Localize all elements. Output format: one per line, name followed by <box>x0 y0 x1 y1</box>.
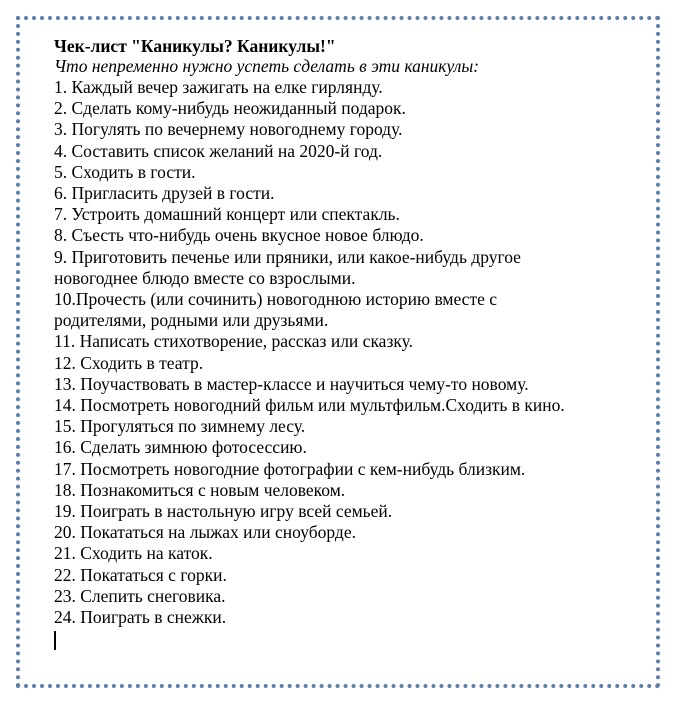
list-item: 20. Покататься на лыжах или сноуборде. <box>54 522 356 543</box>
list-item: 9. Приготовить печенье или пряники, или какое-нибудь другое новогоднее блюдо вместе со взрослыми. <box>54 246 521 288</box>
list-item: 21. Сходить на каток. <box>54 543 213 564</box>
list-item: 23. Слепить снеговика. <box>54 585 226 606</box>
list-item: 19. Поиграть в настольную игру всей семьей. <box>54 501 393 522</box>
list-item: 8. Съесть что-нибудь очень вкусное новое блюдо. <box>54 225 424 246</box>
list-item: 10.Прочесть (или сочинить) новогоднюю историю вместе с родителями, родными или друзьями. <box>54 289 498 331</box>
text-cursor[interactable] <box>54 631 56 650</box>
list-item: 13. Поучаствовать в мастер-классе и научиться чему-то новому. <box>54 373 529 394</box>
list-item: 17. Посмотреть новогодние фотографии с кем-нибудь близким. <box>54 458 526 479</box>
list-item: 7. Устроить домашний концерт или спектакль. <box>54 204 400 225</box>
list-item: 3. Погулять по вечернему новогоднему городу. <box>54 119 403 140</box>
checklist-items <box>54 77 654 628</box>
list-item: 2. Сделать кому-нибудь неожиданный подарок. <box>54 98 406 119</box>
checklist-document <box>54 36 654 650</box>
checklist-subtitle: Что непременно нужно успеть сделать в эти каникулы: <box>54 56 480 76</box>
list-item: 14. Посмотреть новогодний фильм или мультфильм.Сходить в кино. <box>54 395 565 416</box>
list-item: 22. Покататься с горки. <box>54 564 227 585</box>
list-item: 6. Пригласить друзей в гости. <box>54 183 275 204</box>
list-item: 5. Сходить в гости. <box>54 161 196 182</box>
list-item: 15. Прогуляться по зимнему лесу. <box>54 416 306 437</box>
checklist-title: Чек-лист "Каникулы? Каникулы!" <box>54 36 336 56</box>
list-item: 18. Познакомиться с новым человеком. <box>54 479 346 500</box>
list-item: 16. Сделать зимнюю фотосессию. <box>54 437 307 458</box>
list-item: 1. Каждый вечер зажигать на елке гирлянду. <box>54 77 383 97</box>
list-item: 24. Поиграть в снежки. <box>54 607 227 628</box>
list-item: 12. Сходить в театр. <box>54 352 204 373</box>
list-item: 11. Написать стихотворение, рассказ или сказку. <box>54 331 413 352</box>
list-item: 4. Составить список желаний на 2020-й год. <box>54 140 383 161</box>
